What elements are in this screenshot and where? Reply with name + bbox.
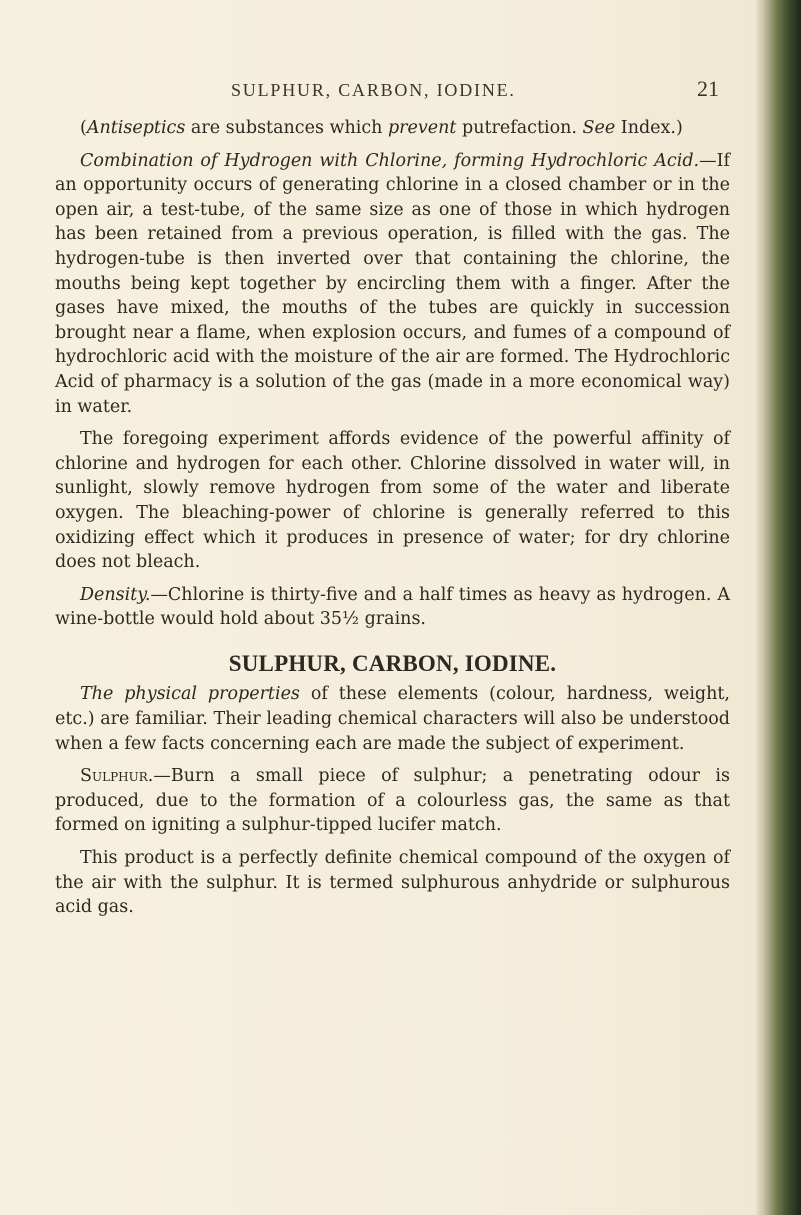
sulphur-paragraph (55, 764, 730, 838)
paragraph-text: The foregoing experiment affords evidence of the powerful affinity of chlorine and hydrogen for each other. Chlorine dissolved in water will, in sunlight, slowly remove hydrogen from some of the water and liberate oxygen. The bleaching-power of chlorine is generally referred to this oxidizing effect which it produces in presence of water; for dry chlorine does not bleach. (55, 429, 730, 573)
running-head: SULPHUR, CARBON, IODINE. (231, 80, 516, 100)
open-parenthesis: ( (80, 118, 87, 138)
paragraph-text: Index.) (615, 118, 683, 138)
density-paragraph (55, 583, 730, 632)
affinity-paragraph (55, 427, 730, 575)
paragraph-text: —Burn a small piece of sulphur; a penetrating odour is produced, due to the formation of a colourless gas, the same as that formed on igniting a sulphur-tipped lucifer match. (55, 766, 730, 836)
paragraph-text: are substances which (185, 118, 388, 138)
antiseptics-paragraph (55, 116, 730, 141)
page-number: 21 (697, 76, 719, 101)
book-spine (761, 0, 801, 1215)
antiseptics-term: Antiseptics (86, 118, 186, 138)
page-body (55, 116, 730, 928)
hydrochloric-acid-paragraph (55, 149, 730, 420)
sulphurous-anhydride-paragraph (55, 846, 730, 920)
see-reference: See (582, 118, 616, 138)
page-header (0, 74, 740, 104)
paragraph-text: putrefaction. (456, 118, 583, 138)
section-heading: SULPHUR, CARBON, IODINE. (228, 650, 557, 676)
paragraph-text: —If an opportunity occurs of generating chlorine in a closed chamber or in the open air, a test-tube, of the same size as one of those in which hydrogen has been retained from a previous operation, is filled with the gas. The hydrogen-tube is then inverted over that containing the chlorine, the mouths being kept together by encircling them with a finger. After the gases have mixed, the mouths of the tubes are quickly in succession brought near a flame, when explosion occurs, and fumes of a compound of hydrochloric acid with the moisture of the air are formed. The Hydrochloric Acid of pharmacy is a solution of the gas (made in a more economical way) in water. (55, 150, 730, 417)
paragraph-lead-title: Density. (80, 584, 151, 605)
paragraph-lead-title: The physical properties (80, 684, 300, 705)
paragraph-lead-title: Sulphur. (80, 766, 154, 787)
emphasis-prevent: prevent (387, 118, 457, 138)
paragraph-text: —Chlorine is thirty-five and a half times as heavy as hydrogen. A wine-bottle would hold about 35½ grains. (55, 584, 730, 630)
paragraph-text: This product is a perfectly definite chemical compound of the oxygen of the air with the sulphur. It is termed sulphurous anhydride or sulphurous acid gas. (55, 848, 730, 918)
physical-properties-paragraph (55, 682, 730, 756)
paragraph-text: of these elements (colour, hardness, weight, etc.) are familiar. Their leading chemical characters will also be understood when a few facts concerning each are made the subject of experiment. (55, 684, 730, 754)
paragraph-lead-title: Combination of Hydrogen with Chlorine, forming Hydrochloric Acid. (80, 150, 700, 171)
